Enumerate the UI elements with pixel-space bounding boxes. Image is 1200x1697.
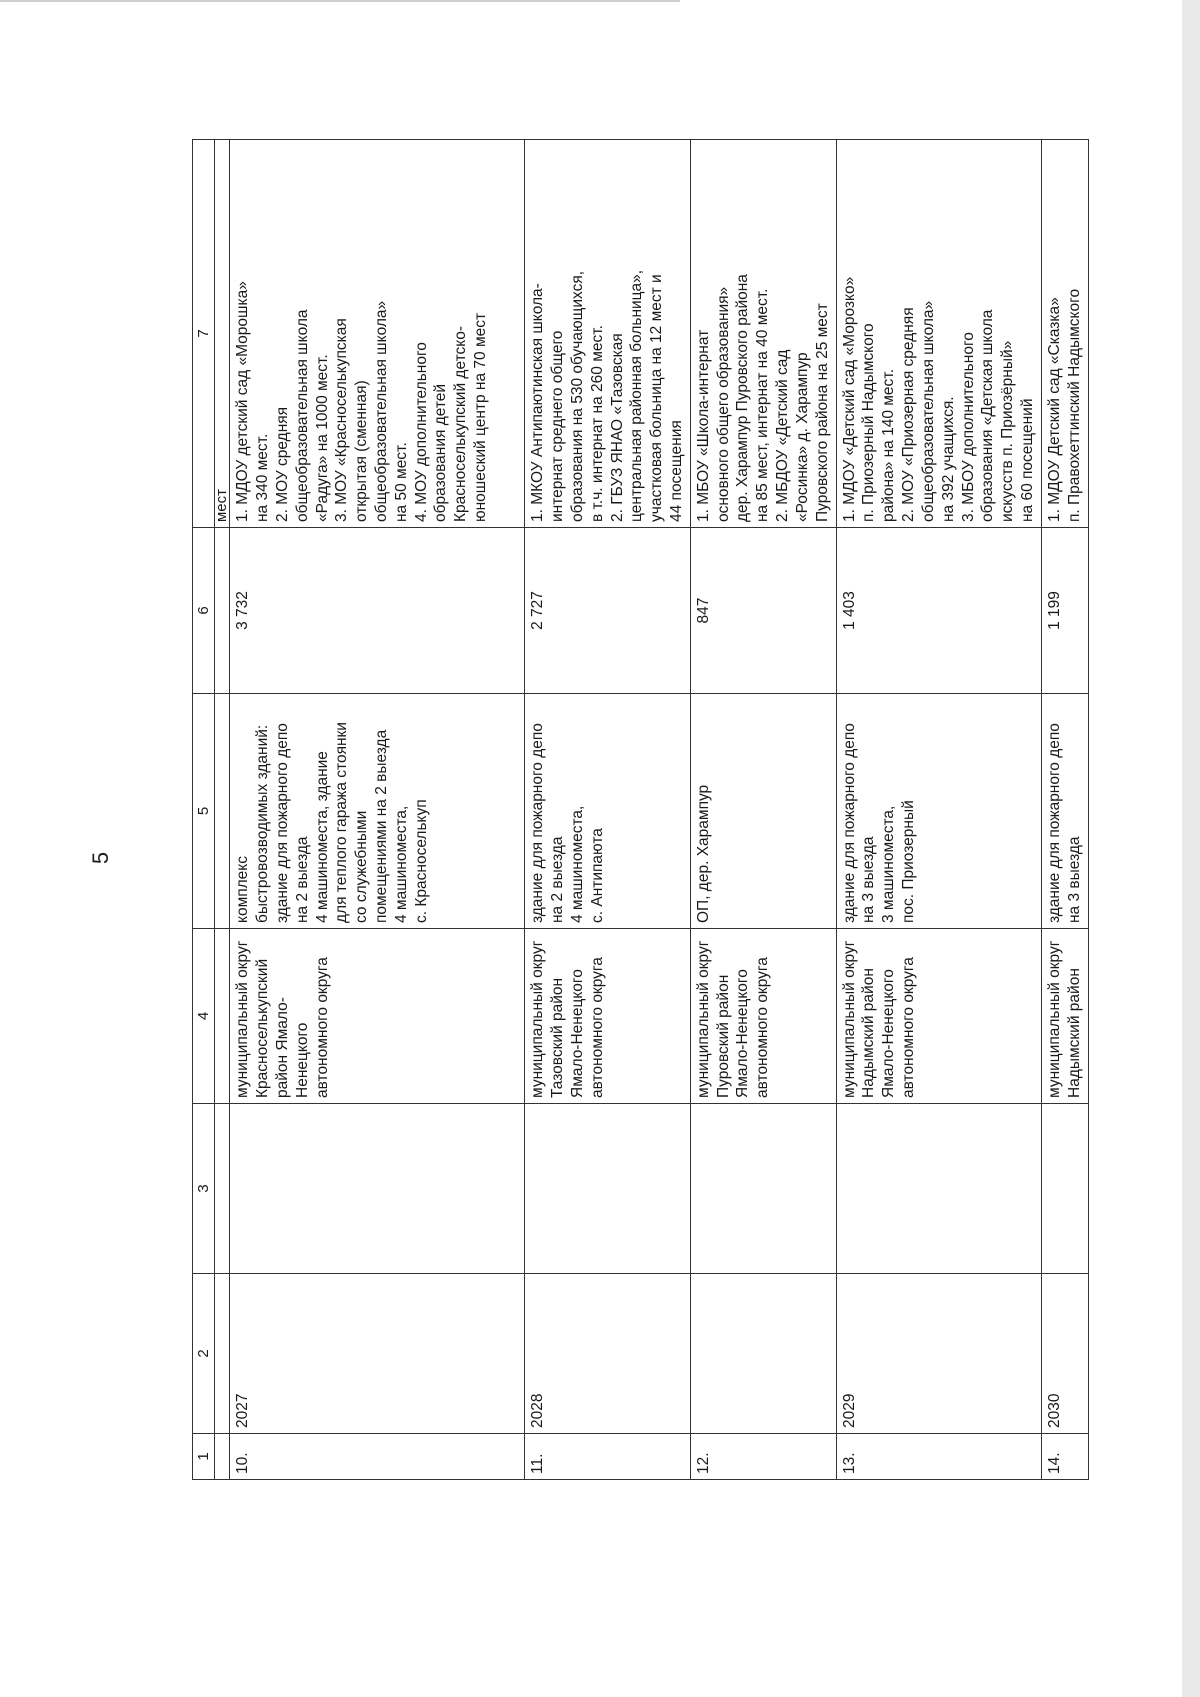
row-year: 2028	[525, 1274, 691, 1434]
cell-line: п. Приозерный Надымского	[860, 323, 878, 522]
continuation-text: мест	[215, 140, 230, 528]
row-facilities	[1041, 140, 1088, 528]
row-object	[836, 694, 1041, 929]
row-year	[690, 1274, 836, 1434]
cell-line: Надымский район	[860, 968, 878, 1098]
row-year: 2030	[1041, 1274, 1088, 1434]
cell-line: искусств п. Приозёрный»	[999, 340, 1017, 522]
cell-line: Ямало-Ненецкого	[880, 969, 898, 1098]
cell-line: муниципальный округ	[694, 940, 712, 1098]
cell-line: 1. МДОУ детский сад «Морошка»	[234, 281, 252, 522]
cell-line: 4 машиноместа,	[568, 805, 586, 923]
cell-line: комплекс	[234, 856, 252, 923]
cell-line: на 3 выезда	[860, 836, 878, 923]
row-facilities	[836, 140, 1041, 528]
cell-line: основного общего образования»	[714, 286, 732, 522]
cell-line: 4 машиноместа, здание	[313, 751, 331, 923]
row-object	[230, 694, 525, 929]
cell-line: центральная районная больница»,	[628, 269, 646, 522]
table-row	[1041, 140, 1088, 1480]
cell-line: Пуровский район	[714, 974, 732, 1098]
column-header: 1	[193, 1434, 215, 1480]
row-col3	[1041, 1104, 1088, 1274]
row-object	[525, 694, 691, 929]
cell-line: 1. МКОУ Антипаютинская школа-	[529, 283, 547, 522]
cell-line: 4 машиноместа,	[392, 805, 410, 923]
cell-line: на 3 выезда	[1065, 836, 1083, 923]
cell-line: Красноселькупский	[254, 958, 272, 1098]
row-facilities	[690, 140, 836, 528]
cell-line: с. Антипаюта	[588, 828, 606, 923]
row-population: 3 732	[230, 528, 525, 694]
column-header: 6	[193, 528, 215, 694]
cell-line: Тазовский район	[549, 977, 567, 1098]
row-municipality	[690, 929, 836, 1104]
column-header: 3	[193, 1104, 215, 1274]
cell-line: дер. Харампур Пуровского района	[734, 274, 752, 522]
cell-line: автономного округа	[588, 957, 606, 1098]
row-population: 1 199	[1041, 528, 1088, 694]
table-row	[836, 140, 1041, 1480]
cell-line: в т.ч. интернат на 260 мест.	[588, 325, 606, 522]
cell-line: на 340 мест.	[254, 433, 272, 522]
cell-line: автономного округа	[313, 957, 331, 1098]
cell-line: со служебными	[353, 810, 371, 923]
scan-edge-top	[0, 0, 680, 2]
row-object	[1041, 694, 1088, 929]
cell-line: 1. МДОУ «Детский сад «Морозко»	[840, 276, 858, 522]
cell-line: Пуровского района на 25 мест	[813, 303, 831, 522]
cell-line: Ненецкого	[293, 1022, 311, 1098]
cell-line: ОП, дер. Харампур	[694, 784, 712, 923]
row-object	[690, 694, 836, 929]
cell-line: здание для пожарного депо	[840, 723, 858, 923]
table-row	[525, 140, 691, 1480]
row-population: 1 403	[836, 528, 1041, 694]
cell-line: автономного округа	[754, 957, 772, 1098]
cell-line: Ямало-Ненецкого	[568, 969, 586, 1098]
cell-line: на 85 мест, интернат на 40 мест.	[754, 288, 772, 522]
row-population: 2 727	[525, 528, 691, 694]
column-header: 7	[193, 140, 215, 528]
cell-line: Надымский район	[1065, 968, 1083, 1098]
cell-line: для теплого гаража стоянки	[333, 722, 351, 923]
cell-line: общеобразовательная школа»	[919, 300, 937, 522]
cell-line: здание для пожарного депо	[529, 723, 547, 923]
cell-line: 2. ГБУЗ ЯНАО «Тазовская	[608, 333, 626, 522]
cell-line: 4. МОУ дополнительного	[412, 342, 430, 522]
cell-line: 2. МБДОУ «Детский сад	[774, 349, 792, 522]
header-row	[193, 140, 215, 1480]
cell-line: п. Правохеттинский Надымского	[1065, 288, 1083, 522]
row-municipality	[1041, 929, 1088, 1104]
cell-line: с. Красноселькуп	[412, 799, 430, 923]
data-table	[192, 139, 1089, 1480]
cell-line: помещениями на 2 выезда	[372, 729, 390, 923]
cell-line: муниципальный округ	[234, 940, 252, 1098]
cell-line: на 60 посещений	[1019, 398, 1037, 522]
cell-line: на 2 выезда	[293, 836, 311, 923]
column-header: 4	[193, 929, 215, 1104]
cell-line: муниципальный округ	[1045, 940, 1063, 1098]
row-municipality	[230, 929, 525, 1104]
cell-line: 1. МДОУ Детский сад «Сказка»	[1045, 297, 1063, 522]
cell-line: муниципальный округ	[840, 940, 858, 1098]
cell-line: общеобразовательная школа»	[372, 300, 390, 522]
cell-line: на 2 выезда	[549, 836, 567, 923]
row-population: 847	[690, 528, 836, 694]
cell-line: на 392 учащихся.	[939, 396, 957, 522]
row-municipality	[525, 929, 691, 1104]
scan-edge-right	[1182, 0, 1200, 1697]
row-year: 2027	[230, 1274, 525, 1434]
row-number: 14.	[1041, 1434, 1088, 1480]
cell-line: быстровозводимых зданий:	[254, 724, 272, 923]
cell-line: 1. МБОУ «Школа-интернат	[694, 329, 712, 522]
cell-line: Ямало-Ненецкого	[734, 969, 752, 1098]
cell-line: 3 машиноместа,	[880, 805, 898, 923]
row-col3	[230, 1104, 525, 1274]
cell-line: общеобразовательная школа	[293, 309, 311, 522]
cell-line: образования детей	[432, 383, 450, 522]
row-number: 13.	[836, 1434, 1041, 1480]
row-col3	[525, 1104, 691, 1274]
cell-line: района» на 140 мест.	[880, 369, 898, 522]
row-number: 12.	[690, 1434, 836, 1480]
cell-line: муниципальный округ	[529, 940, 547, 1098]
continuation-row	[215, 140, 230, 1480]
column-header: 5	[193, 694, 215, 929]
row-facilities	[230, 140, 525, 528]
cell-line: «Радуга» на 1000 мест.	[313, 354, 331, 522]
cell-line: образования на 530 обучающихся,	[568, 270, 586, 522]
cell-line: 2. МОУ «Приозерная средняя	[900, 307, 918, 522]
cell-line: 2. МОУ средняя	[273, 406, 291, 522]
row-facilities	[525, 140, 691, 528]
table-row	[230, 140, 525, 1480]
row-municipality	[836, 929, 1041, 1104]
cell-line: Красноселькупский детско-	[452, 326, 470, 522]
row-number: 10.	[230, 1434, 525, 1480]
cell-line: пос. Приозерный	[900, 800, 918, 923]
cell-line: 3. МОУ «Красноселькупская	[333, 318, 351, 522]
cell-line: на 50 мест.	[392, 442, 410, 522]
cell-line: открытая (сменная)	[353, 380, 371, 522]
cell-line: образования «Детская школа	[979, 309, 997, 522]
cell-line: участковая больница на 12 мест и	[648, 274, 666, 522]
cell-line: район Ямало-	[273, 997, 291, 1098]
cell-line: 3. МБОУ дополнительного	[959, 332, 977, 522]
table-row	[690, 140, 836, 1480]
row-col3	[690, 1104, 836, 1274]
column-header: 2	[193, 1274, 215, 1434]
cell-line: автономного округа	[900, 957, 918, 1098]
cell-line: 44 посещения	[667, 420, 685, 522]
row-year: 2029	[836, 1274, 1041, 1434]
cell-line: «Росинка» д. Харампур	[793, 352, 811, 522]
cell-line: интернат среднего общего	[549, 330, 567, 522]
row-number: 11.	[525, 1434, 691, 1480]
cell-line: здание для пожарного депо	[273, 723, 291, 923]
cell-line: здание для пожарного депо	[1045, 723, 1063, 923]
page-number: 5	[88, 851, 114, 865]
row-col3	[836, 1104, 1041, 1274]
rotated-table-wrapper	[192, 140, 1092, 1480]
cell-line: юношеский центр на 70 мест	[472, 312, 490, 522]
